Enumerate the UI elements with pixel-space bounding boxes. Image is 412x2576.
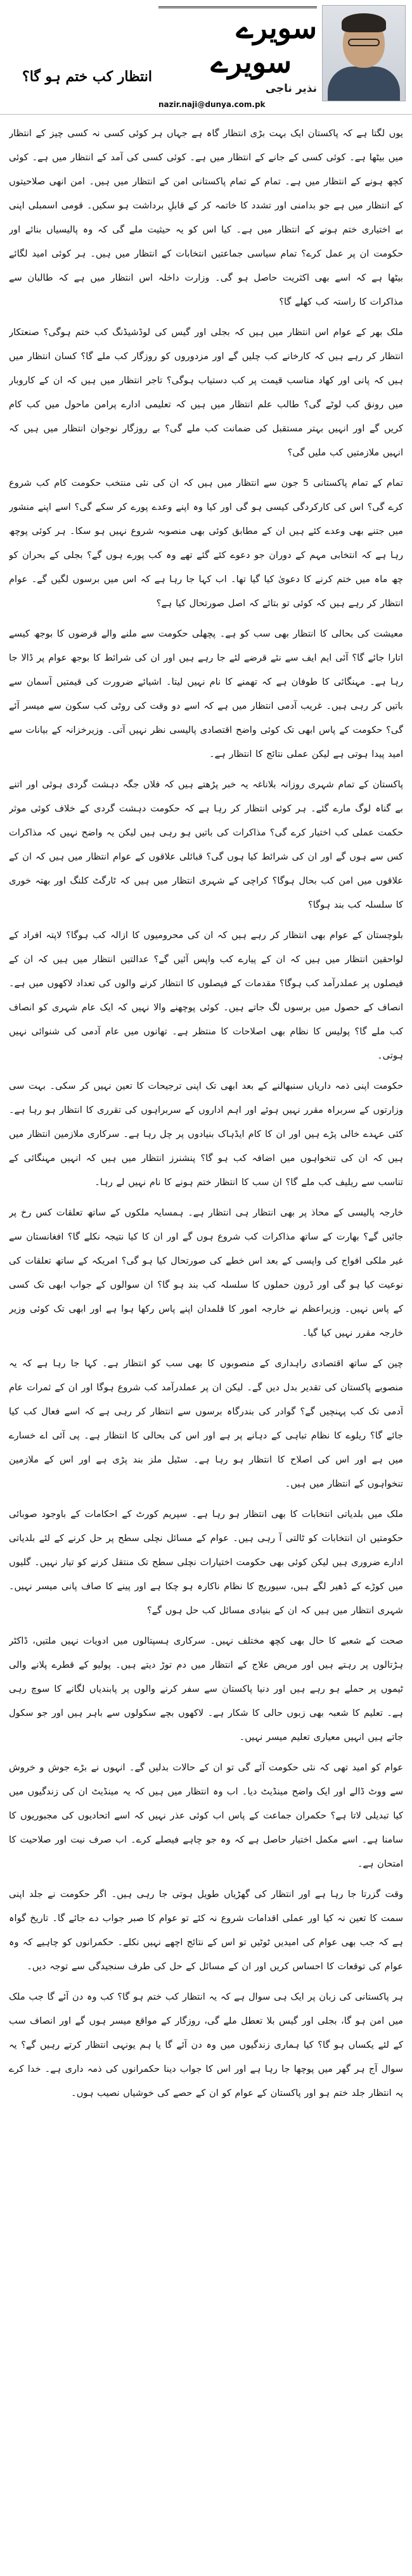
column-header <box>0 0 412 115</box>
column-title-line2: سویرے <box>210 45 292 79</box>
paragraph: ملک میں بلدیاتی انتخابات کا بھی انتظار ہو رہا ہے۔ سپریم کورٹ کے احکامات کے باوجود صوبائی حکومتیں ان انتخابات کو ٹالتی آ رہی ہیں۔ عوام کے مسائل نچلی سطح پر حل کرنے کے لئے بلدیاتی ادارے ضروری ہیں لیکن کوئی بھی حکومت اختیارات نچلی سطح تک منتقل کرنے کو تیار نہیں۔ گلیوں میں کوڑے کے ڈھیر لگے ہیں، سیوریج کا نظام ناکارہ ہو چکا ہے اور پینے کا صاف پانی میسر نہیں۔ شہری انتظار میں ہیں کہ ان کے بنیادی مسائل کب حل ہوں گے؟ <box>9 1509 403 1616</box>
photo-hair <box>342 13 386 32</box>
paragraph: خارجہ پالیسی کے محاذ پر بھی انتظار ہی انتظار ہے۔ ہمسایہ ملکوں کے ساتھ تعلقات کس رخ پر جائیں گے؟ بھارت کے ساتھ مذاکرات کب شروع ہوں گے اور ان کا کیا نتیجہ نکلے گا؟ افغانستان سے غیر ملکی افواج کی واپسی کے بعد اس خطے کی صورتحال کیا ہو گی؟ امریکہ کے ساتھ تعلقات کی نوعیت کیا ہو گی اور ڈرون حملوں کا سلسلہ کب بند ہو گا؟ ان سوالوں کے جواب ابھی تک کسی کے پاس نہیں۔ وزیراعظم نے خارجہ امور کا قلمدان اپنے پاس رکھا ہوا ہے اور ابھی تک کوئی وزیر خارجہ مقرر نہیں کیا گیا۔ <box>9 1207 403 1338</box>
column-title-line1: سویرے <box>236 11 317 45</box>
columnist-photo <box>322 5 406 101</box>
column-logo <box>158 6 317 79</box>
photo-glasses <box>348 39 380 46</box>
paragraph: وقت گزرتا جا رہا ہے اور انتظار کی گھڑیاں طویل ہوتی جا رہی ہیں۔ اگر حکومت نے جلد اپنی سمت کا تعین نہ کیا اور عملی اقدامات شروع نہ کئے تو عوام کا صبر جواب دے جائے گا۔ تاریخ گواہ ہے کہ جب بھی عوام کی امیدیں ٹوٹیں تو اس کے نتائج اچھے نہیں نکلے۔ حکمرانوں کو چاہیے کہ وہ عوام کی توقعات کا احساس کریں اور ان کے مسائل کے حل کی طرف سنجیدگی سے توجہ دیں۔ <box>9 1889 403 1972</box>
paragraph: معیشت کی بحالی کا انتظار بھی سب کو ہے۔ پچھلی حکومت سے ملنے والے قرضوں کا بوجھ کیسے اتارا جائے گا؟ آئی ایم ایف سے نئے قرضے لئے جا رہے ہیں اور ان کی شرائط کا بوجھ عوام پر ڈالا جا رہا ہے۔ مہنگائی کا طوفان ہے کہ تھمنے کا نام نہیں لیتا۔ اشیائے ضرورت کی قیمتیں آسمان سے باتیں کر رہی ہیں۔ غریب آدمی انتظار میں ہے کہ اسے دو وقت کی روٹی کب سکون سے میسر آئے گی؟ حکومت کے پاس ابھی تک کوئی واضح اقتصادی پالیسی نظر نہیں آتی۔ وزیرخزانہ کے بیانات سے امید پیدا ہوتی ہے لیکن عملی نتائج کا انتظار ہے۔ <box>9 628 403 759</box>
paragraph: یوں لگتا ہے کہ پاکستان ایک بہت بڑی انتظار گاہ ہے جہاں ہر کوئی کسی نہ کسی چیز کے انتظار میں بیٹھا ہے۔ کوئی کسی کے جانے کے انتظار میں ہے۔ کوئی کسی کی آمد کے انتظار میں ہے۔ کوئی کچھ ہونے کے انتظار میں ہے۔ تمام کے تمام پاکستانی امن کے انتظار میں ہیں۔ امن انھی صلاحیتوں کے انتظار میں ہے جو بدامنی اور تشدد کا خاتمہ کر کے قابلِ برداشت ہو سکیں۔ قومی اسمبلی اپنی بے اختیاری ختم ہونے کے انتظار میں ہے۔ کیا اس کو یہ حیثیت ملے گی کہ وہ پالیسیاں بنائے اور حکومت ان پر عمل کرے؟ تمام سیاسی جماعتیں انتخابات کے انتظار میں ہیں۔ ہر کوئی امید لگائے بیٹھا ہے کہ اسے بھی اکثریت حاصل ہو گی۔ وزارت داخلہ اس انتظار میں ہے کہ طالبان سے مذاکرات کا راستہ کب کھلے گا؟ <box>9 128 403 307</box>
paragraph: تمام کے تمام پاکستانی 5 جون سے انتظار میں ہیں کہ ان کی نئی منتخب حکومت کام کب شروع کرے گی؟ اس کی کارکردگی کیسی ہو گی اور کیا وہ اپنے وعدے پورے کر سکے گی؟ اسے اپنے منشور میں جتنے بھی وعدے کئے ہیں ان کے مطابق کوئی بھی منصوبہ شروع نہیں ہو سکا۔ ہر کوئی پوچھ رہا ہے کہ انتخابی مہم کے دوران جو دعوے کئے گئے تھے وہ کب پورے ہوں گے؟ بجلی کے بحران کو چھ ماہ میں ختم کرنے کا دعویٰ کیا گیا تھا۔ اب کہا جا رہا ہے کہ اس میں برسوں لگیں گے۔ عوام انتظار کر رہے ہیں کہ کوئی تو بتائے کہ اصل صورتحال کیا ہے؟ <box>9 478 403 609</box>
article-body <box>9 122 403 2566</box>
article-headline: انتظار کب ختم ہو گا؟ <box>22 68 152 85</box>
paragraph: پاکستان کے تمام شہری روزانہ بلاناغہ یہ خبر پڑھتے ہیں کہ فلاں جگہ دہشت گردی ہوئی اور اتنے بے گناہ لوگ مارے گئے۔ ہر کوئی انتظار کر رہا ہے کہ حکومت دہشت گردی کے خلاف کوئی موثر حکمت عملی کب اختیار کرے گی؟ مذاکرات کی باتیں ہو رہی ہیں لیکن یہ واضح نہیں کہ مذاکرات کس سے ہوں گے اور ان کی شرائط کیا ہوں گی؟ قبائلی علاقوں کے عوام انتظار میں ہیں کہ ان کے علاقوں میں امن کب بحال ہوگا؟ کراچی کے شہری انتظار میں ہیں کہ ٹارگٹ کلنگ اور بھتہ خوری کا سلسلہ کب بند ہوگا؟ <box>9 779 403 910</box>
paragraph: ملک بھر کے عوام اس انتظار میں ہیں کہ بجلی اور گیس کی لوڈشیڈنگ کب ختم ہوگی؟ صنعتکار انتظار کر رہے ہیں کہ کارخانے کب چلیں گے اور مزدوروں کو روزگار کب ملے گا؟ کسان انتظار میں ہیں کہ پانی اور کھاد مناسب قیمت پر کب دستیاب ہوگی؟ تاجر انتظار میں ہیں کہ ان کے کاروبار میں رونق کب لوٹے گی؟ طالب علم انتظار میں ہیں کہ تعلیمی ادارے پرامن ماحول میں کب کام کریں گے اور انہیں بہتر مستقبل کی ضمانت کب ملے گی؟ بے روزگار نوجوان انتظار میں ہیں کہ انہیں ملازمتیں کب ملیں گی؟ <box>9 327 403 458</box>
paragraph: چین کے ساتھ اقتصادی راہداری کے منصوبوں کا بھی سب کو انتظار ہے۔ کہا جا رہا ہے کہ یہ منصوبے پاکستان کی تقدیر بدل دیں گے۔ لیکن ان پر عملدرآمد کب شروع ہوگا اور ان کے ثمرات عام آدمی تک کب پہنچیں گے؟ گوادر کی بندرگاہ برسوں سے انتظار کر رہی ہے کہ اسے فعال کب کیا جائے گا؟ ریلوے کا نظام تباہی کے دہانے پر ہے اور اس کی بحالی کا انتظار ہے۔ پی آئی اے خسارے میں ہے اور اس کی اصلاح کا انتظار ہو رہا ہے۔ سٹیل ملز بند پڑی ہے اور اس کے ملازمین تنخواہوں کے انتظار میں ہیں۔ <box>9 1358 403 1489</box>
paragraph: ہر پاکستانی کی زبان پر ایک ہی سوال ہے کہ یہ انتظار کب ختم ہو گا؟ کب وہ دن آئے گا جب ملک میں امن ہو گا، بجلی اور گیس بلا تعطل ملے گی، روزگار کے مواقع میسر ہوں گے اور انصاف سب کے لئے یکساں ہو گا؟ کیا ہماری زندگیوں میں وہ دن آئے گا یا ہم یونہی انتظار کرتے رہیں گے؟ یہ سوال آج ہر گھر میں پوچھا جا رہا ہے اور اس کا جواب دینا حکمرانوں کی ذمہ داری ہے۔ خدا کرے یہ انتظار جلد ختم ہو اور پاکستان کے عوام کو ان کے حصے کی خوشیاں نصیب ہوں۔ <box>9 1991 403 2098</box>
paragraph: عوام کو امید تھی کہ نئی حکومت آئے گی تو ان کے حالات بدلیں گے۔ انہوں نے بڑے جوش و خروش سے ووٹ ڈالے اور ایک واضح مینڈیٹ دیا۔ اب وہ انتظار میں ہیں کہ یہ مینڈیٹ ان کی زندگیوں میں کیا تبدیلی لاتا ہے؟ حکمران جماعت کے پاس اب کوئی عذر نہیں کہ اسے اتحادیوں کی مجبوریوں کا سامنا ہے۔ اسے مکمل اختیار حاصل ہے کہ وہ جو چاہے فیصلے کرے۔ اب صرف نیت اور صلاحیت کا امتحان ہے۔ <box>9 1762 403 1869</box>
paragraph: صحت کے شعبے کا حال بھی کچھ مختلف نہیں۔ سرکاری ہسپتالوں میں ادویات نہیں ملتیں، ڈاکٹر ہڑتالوں پر رہتے ہیں اور مریض علاج کے انتظار میں دم توڑ دیتے ہیں۔ پولیو کے قطرے پلانے والی ٹیموں پر حملے ہو رہے ہیں اور دنیا پاکستان سے سفر کرنے والوں پر پابندیاں لگانے کا سوچ رہی ہے۔ تعلیم کا شعبہ بھی زبوں حالی کا شکار ہے۔ لاکھوں بچے سکولوں سے باہر ہیں اور جو سکول جاتے ہیں انہیں معیاری تعلیم میسر نہیں۔ <box>9 1635 403 1742</box>
author-email[interactable]: nazir.naji@dunya.com.pk <box>158 100 266 109</box>
paragraph: حکومت اپنی ذمہ داریاں سنبھالنے کے بعد ابھی تک اپنی ترجیحات کا تعین نہیں کر سکی۔ بہت سی وزارتوں کے سربراہ مقرر نہیں ہوئے اور اہم اداروں کے سربراہوں کی تقرری کا انتظار ہو رہا ہے۔ کئی عہدے خالی پڑے ہیں اور ان کا کام ایڈہاک بنیادوں پر چل رہا ہے۔ سرکاری ملازمین انتظار میں ہیں کہ ان کی تنخواہوں میں اضافہ کب ہو گا؟ پنشنرز انتظار میں ہیں کہ انہیں مہنگائی کے تناسب سے ریلیف کب ملے گا؟ ان سب کا انتظار ختم ہونے کا نام نہیں لے رہا۔ <box>9 1081 403 1188</box>
author-name: نذیر ناجی <box>265 82 317 95</box>
photo-shoulders <box>328 67 400 101</box>
paragraph: بلوچستان کے عوام بھی انتظار کر رہے ہیں کہ ان کی محرومیوں کا ازالہ کب ہوگا؟ لاپتہ افراد کے لواحقین انتظار میں ہیں کہ ان کے پیارے کب واپس آئیں گے؟ عدالتیں انتظار میں ہیں کہ ان کے فیصلوں پر عملدرآمد کب ہوگا؟ مقدمات کے فیصلوں کا انتظار کرنے والوں کی تعداد لاکھوں میں ہے۔ انصاف کے حصول میں برسوں لگ جاتے ہیں۔ کوئی پوچھنے والا نہیں کہ ایک عام شہری کو انصاف کب ملے گا؟ پولیس کا نظام بھی اصلاحات کا منتظر ہے۔ تھانوں میں عام آدمی کی شنوائی نہیں ہوتی۔ <box>9 930 403 1061</box>
